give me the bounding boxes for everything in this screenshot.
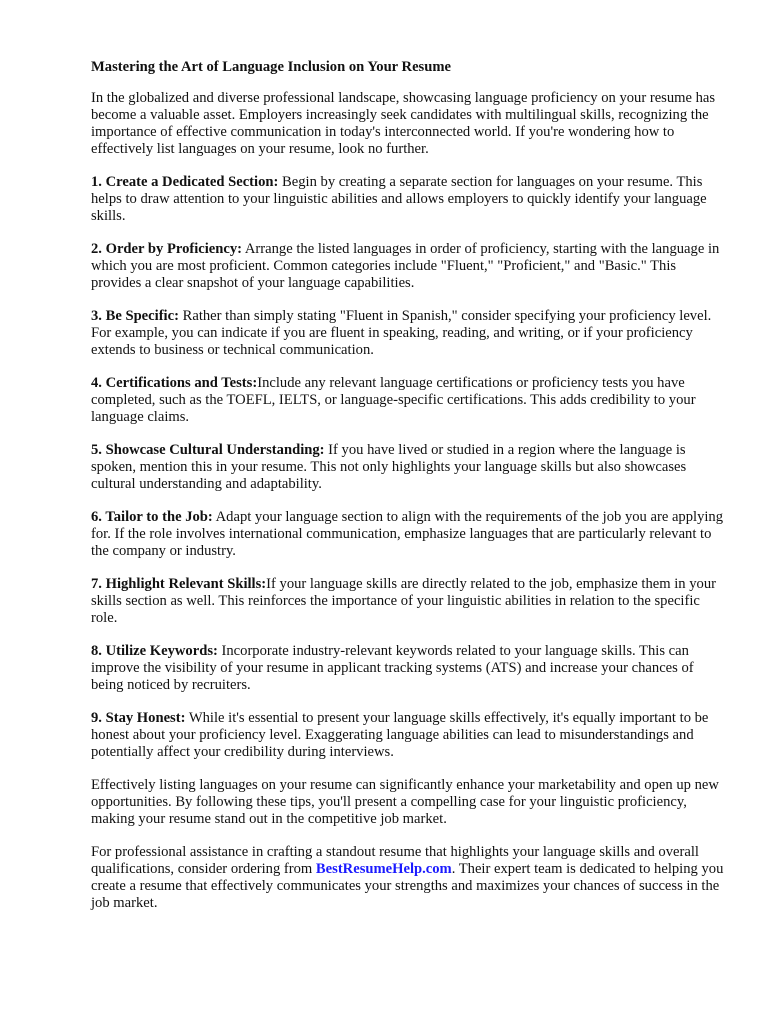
- tip-label: 2. Order by Proficiency:: [91, 241, 243, 257]
- document-page: [91, 59, 725, 928]
- tip-text: Begin by creating a separate section for languages on your resume. This helps to draw attention to your linguistic abilities and allows employers to quickly identify your language skills.: [91, 174, 707, 224]
- conclusion-paragraph: Effectively listing languages on your resume can significantly enhance your marketability and open up new opportunities. By following these tips, you'll present a compelling case for your linguistic proficiency, making your resume stand out in the competitive job market.: [91, 777, 719, 827]
- tip-paragraph-6: [91, 509, 725, 560]
- tip-label: 1. Create a Dedicated Section:: [91, 174, 279, 190]
- closing-text-after-link: . Their expert team is dedicated to helping you create a resume that effectively communicates your strengths and maximizes your chances of success in the job market.: [91, 861, 724, 911]
- tip-paragraph-1: [91, 174, 725, 225]
- closing-text-before-link: For professional assistance in crafting a standout resume that highlights your language skills and overall qualifications, consider ordering from: [91, 844, 699, 877]
- tip-label: 8. Utilize Keywords:: [91, 643, 218, 659]
- tip-label: 7. Highlight Relevant Skills:: [91, 576, 267, 592]
- tip-paragraph-9: [91, 710, 725, 761]
- tip-text: Rather than simply stating "Fluent in Spanish," consider specifying your proficiency level. For example, you can indicate if you are fluent in speaking, reading, and writing, or if your proficiency extends to business or technical communication.: [91, 308, 712, 358]
- best-resume-help-link[interactable]: BestResumeHelp.com: [315, 861, 452, 877]
- tip-paragraph-7: [91, 576, 725, 627]
- tip-label: 4. Certifications and Tests:: [91, 375, 258, 391]
- tip-label: 3. Be Specific:: [91, 308, 179, 324]
- tip-paragraph-4: [91, 375, 725, 426]
- tip-label: 9. Stay Honest:: [91, 710, 186, 726]
- tip-text: If your language skills are directly related to the job, emphasize them in your skills section as well. This reinforces the importance of your linguistic abilities in relation to the specific role.: [91, 576, 716, 626]
- tip-paragraph-5: [91, 442, 725, 493]
- tip-label: 5. Showcase Cultural Understanding:: [91, 442, 325, 458]
- tip-text: While it's essential to present your language skills effectively, it's equally important to be honest about your proficiency level. Exaggerating language abilities can lead to misunderstandings and potentially affect your credibility during interviews.: [91, 710, 709, 760]
- tip-text: If you have lived or studied in a region where the language is spoken, mention this in your resume. This not only highlights your language skills but also showcases cultural understanding and adaptability.: [91, 442, 687, 492]
- intro-paragraph: In the globalized and diverse professional landscape, showcasing language proficiency on your resume has become a valuable asset. Employers increasingly seek candidates with multilingual skills, recognizing the importance of effective communication in today's interconnected world. If you're wondering how to effectively list languages on your resume, look no further.: [91, 90, 716, 157]
- tip-paragraph-8: [91, 643, 725, 694]
- tip-label: 6. Tailor to the Job:: [91, 509, 213, 525]
- tip-text: Adapt your language section to align with the requirements of the job you are applying for. If the role involves international communication, emphasize languages that are particularly relevant to the company or industry.: [91, 509, 724, 559]
- tip-text: Include any relevant language certifications or proficiency tests you have completed, such as the TOEFL, IELTS, or language-specific certifications. This adds credibility to your language claims.: [91, 375, 696, 425]
- tip-text: Incorporate industry-relevant keywords related to your language skills. This can improve the visibility of your resume in applicant tracking systems (ATS) and increase your chances of being noticed by recruiters.: [91, 643, 694, 693]
- closing-paragraph: [91, 844, 725, 912]
- tip-paragraph-3: [91, 308, 725, 359]
- tip-paragraph-2: [91, 241, 725, 292]
- tip-text: Arrange the listed languages in order of proficiency, starting with the language in which you are most proficient. Common categories include "Fluent," "Proficient," and "Basic." This provides a clear snapshot of your language capabilities.: [91, 241, 720, 291]
- document-title: Mastering the Art of Language Inclusion on Your Resume: [91, 59, 451, 75]
